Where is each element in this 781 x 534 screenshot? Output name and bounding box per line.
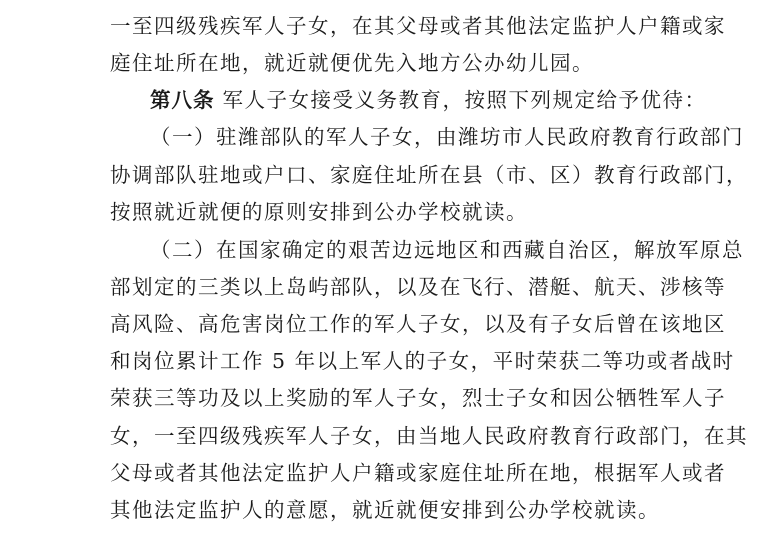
- text-line: 庭住址所在地，就近就便优先入地方公办幼儿园。: [110, 51, 594, 75]
- text-line: （一）驻潍部队的军人子女，由潍坊市人民政府教育行政部门: [150, 125, 744, 149]
- text-line: 协调部队驻地或户口、家庭住址所在县（市、区）教育行政部门，: [110, 163, 748, 187]
- text-line: 女，一至四级残疾军人子女，由当地人民政府教育行政部门，在其: [110, 424, 748, 448]
- text-line: 父母或者其他法定监护人户籍或家庭住址所在地，根据军人或者: [110, 461, 726, 485]
- article-text: 军人子女接受义务教育，按照下列规定给予优待：: [222, 88, 707, 112]
- article-8-heading: [150, 82, 750, 118]
- text-line: （二）在国家确定的艰苦边远地区和西藏自治区，解放军原总: [150, 238, 744, 262]
- article-number: 第八条: [150, 88, 215, 112]
- text-line: 一至四级残疾军人子女，在其父母或者其他法定监护人户籍或家: [110, 14, 726, 38]
- text-line: 高风险、高危害岗位工作的军人子女，以及有子女后曾在该地区: [110, 312, 726, 336]
- text-line: 其他法定监护人的意愿，就近就便安排到公办学校就读。: [110, 498, 660, 522]
- text-line: 荣获三等功及以上奖励的军人子女，烈士子女和因公牺牲军人子: [110, 386, 726, 410]
- text-line: 部划定的三类以上岛屿部队，以及在飞行、潜艇、航天、涉核等: [110, 275, 726, 299]
- text-line: 按照就近就便的原则安排到公办学校就读。: [110, 200, 528, 224]
- text-line: 和岗位累计工作 5 年以上军人的子女，平时荣获二等功或者战时: [110, 349, 735, 373]
